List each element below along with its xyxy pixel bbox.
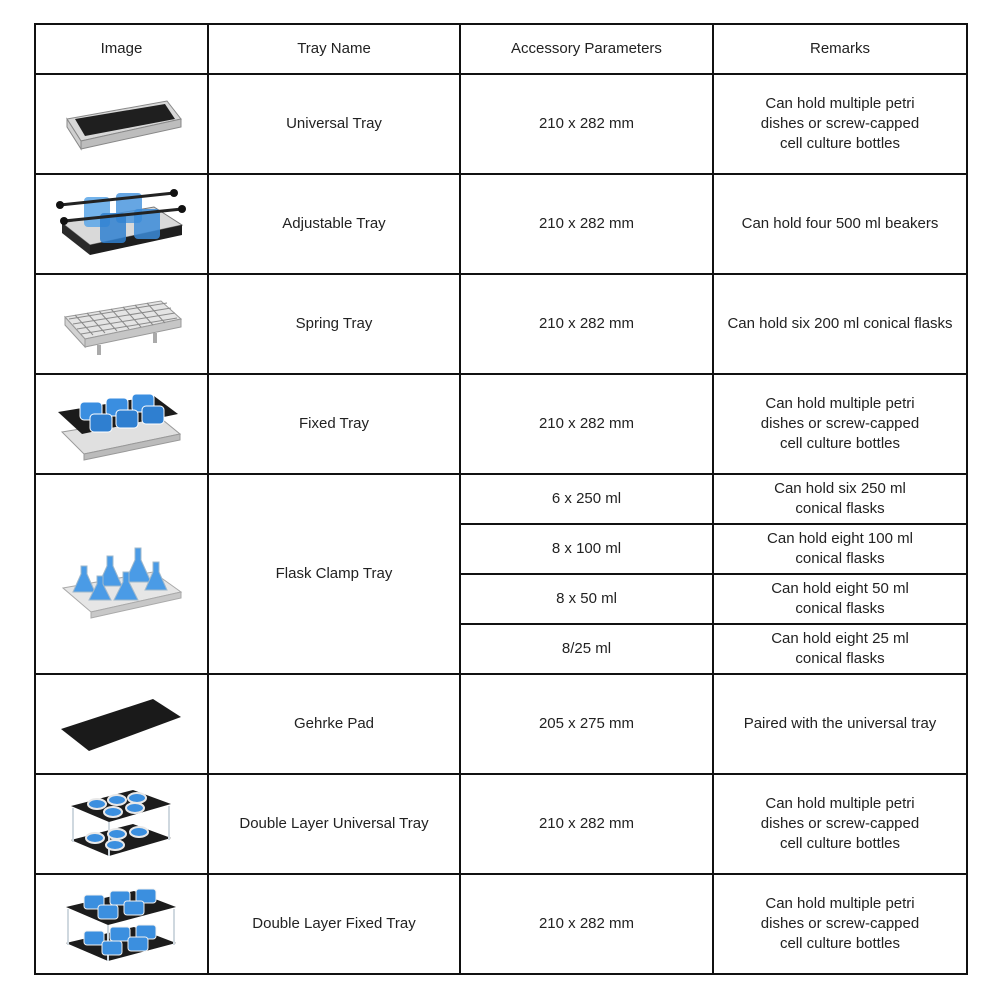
tray-param: 6 x 250 ml	[460, 474, 713, 524]
table-row	[35, 374, 967, 474]
tray-remark: Can hold six 200 ml conical flasks	[713, 274, 967, 374]
double-layer-fixed-tray-image	[62, 881, 182, 967]
adjustable-tray-image	[54, 183, 189, 265]
table-row	[35, 474, 967, 524]
tray-name: Adjustable Tray	[208, 174, 460, 274]
tray-remark: Paired with the universal tray	[713, 674, 967, 774]
flask-clamp-tray-image	[57, 526, 187, 622]
universal-tray-image	[57, 89, 187, 159]
table-row	[35, 174, 967, 274]
tray-remark: Can hold multiple petri dishes or screw-capped cell culture bottles	[713, 774, 967, 874]
fixed-tray-image	[54, 384, 189, 464]
tray-param: 210 x 282 mm	[460, 274, 713, 374]
header-image: Image	[35, 24, 208, 74]
table-row	[35, 274, 967, 374]
tray-param: 210 x 282 mm	[460, 174, 713, 274]
tray-remark: Can hold multiple petri dishes or screw-capped cell culture bottles	[713, 374, 967, 474]
table-row	[35, 674, 967, 774]
tray-name: Universal Tray	[208, 74, 460, 174]
double-layer-universal-tray-image	[67, 782, 177, 866]
image-cell	[35, 774, 208, 874]
image-cell	[35, 674, 208, 774]
tray-remark: Can hold eight 50 ml conical flasks	[713, 574, 967, 624]
image-cell	[35, 274, 208, 374]
tray-remark: Can hold four 500 ml beakers	[713, 174, 967, 274]
table-row	[35, 74, 967, 174]
tray-remark: Can hold multiple petri dishes or screw-capped cell culture bottles	[713, 874, 967, 974]
tray-name: Double Layer Universal Tray	[208, 774, 460, 874]
header-row	[35, 24, 967, 74]
tray-param: 8/25 ml	[460, 624, 713, 674]
tray-remark: Can hold six 250 ml conical flasks	[713, 474, 967, 524]
tray-name: Flask Clamp Tray	[208, 474, 460, 674]
gehrke-pad-image	[57, 691, 187, 757]
image-cell	[35, 874, 208, 974]
tray-param: 210 x 282 mm	[460, 74, 713, 174]
header-remarks: Remarks	[713, 24, 967, 74]
tray-param: 205 x 275 mm	[460, 674, 713, 774]
tray-remark: Can hold eight 25 ml conical flasks	[713, 624, 967, 674]
tray-param: 8 x 100 ml	[460, 524, 713, 574]
image-cell	[35, 174, 208, 274]
tray-name: Spring Tray	[208, 274, 460, 374]
header-parameters: Accessory Parameters	[460, 24, 713, 74]
table-row	[35, 874, 967, 974]
tray-remark: Can hold eight 100 ml conical flasks	[713, 524, 967, 574]
table-row	[35, 774, 967, 874]
tray-name: Gehrke Pad	[208, 674, 460, 774]
header-tray-name: Tray Name	[208, 24, 460, 74]
image-cell	[35, 474, 208, 674]
image-cell	[35, 74, 208, 174]
tray-name: Fixed Tray	[208, 374, 460, 474]
tray-param: 210 x 282 mm	[460, 774, 713, 874]
accessory-table	[34, 23, 968, 975]
tray-name: Double Layer Fixed Tray	[208, 874, 460, 974]
image-cell	[35, 374, 208, 474]
tray-remark: Can hold multiple petri dishes or screw-capped cell culture bottles	[713, 74, 967, 174]
spring-tray-image	[57, 287, 187, 361]
tray-param: 210 x 282 mm	[460, 374, 713, 474]
tray-param: 210 x 282 mm	[460, 874, 713, 974]
tray-param: 8 x 50 ml	[460, 574, 713, 624]
